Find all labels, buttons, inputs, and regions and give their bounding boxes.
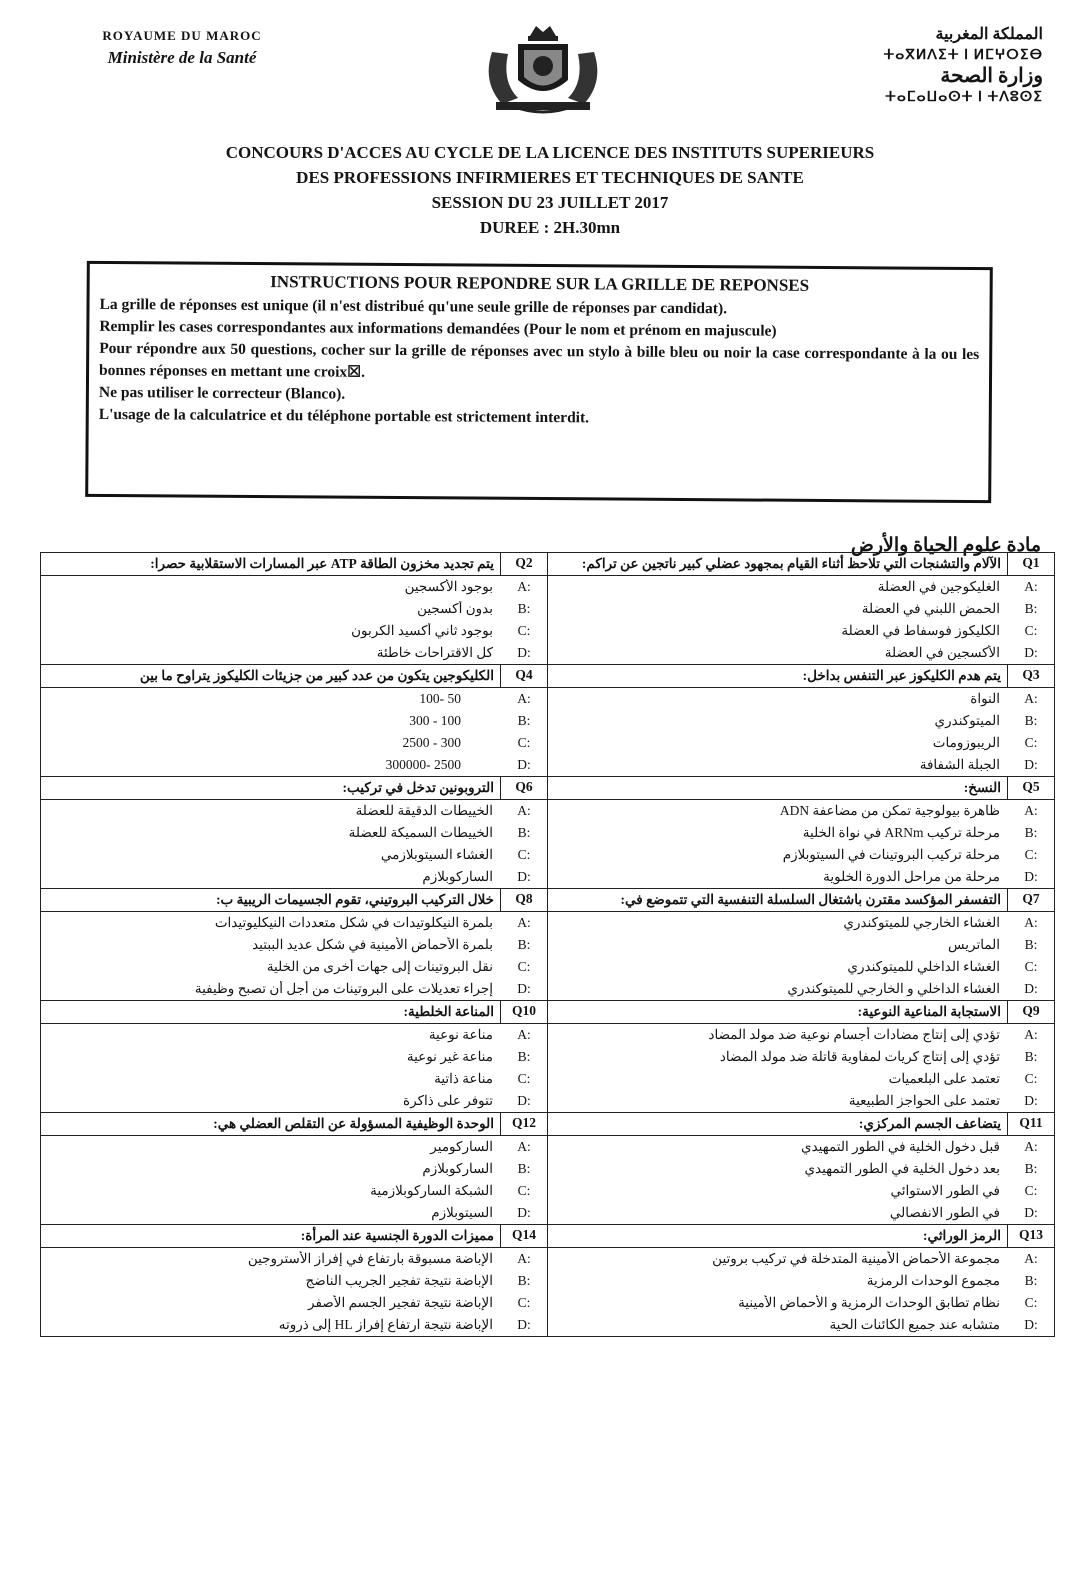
option-letter: C:: [517, 1071, 531, 1086]
question-number: Q5: [1007, 777, 1054, 799]
question-header: [548, 665, 1054, 688]
question-header: [41, 777, 547, 800]
exam-duration: DUREE : 2H.30mn: [479, 218, 621, 237]
question-header: [41, 1225, 547, 1248]
answer-option: [41, 1158, 547, 1180]
answer-option: [548, 710, 1054, 732]
answer-option: [41, 598, 547, 620]
option-letter: C:: [517, 623, 531, 638]
option-text: مرحلة تركيب البروتينات في السيتوبلازم: [782, 847, 1000, 862]
option-text: ظاهرة بيولوجية تمكن من مضاعفة ADN: [779, 803, 1000, 818]
answer-option: [41, 934, 547, 956]
option-text: الجبلة الشفافة: [919, 757, 1000, 772]
option-letter: D:: [517, 981, 531, 996]
exam-title-line1: CONCOURS D'ACCES AU CYCLE DE LA LICENCE DES INSTITUTS SUPERIEURS: [225, 143, 875, 162]
question-number: Q9: [1007, 1001, 1054, 1023]
option-text: 300000- 2500: [385, 757, 461, 772]
answer-option: [548, 1270, 1054, 1292]
kingdom-label-fr: ROYAUME DU MAROC: [102, 28, 262, 43]
question-header: [41, 665, 547, 688]
option-text: إجراء تعديلات على البروتينات من أجل أن تصبح وظيفية: [194, 981, 493, 996]
option-text: الحمض اللبني في العضلة: [861, 601, 1000, 616]
answer-option: [548, 1314, 1054, 1336]
question-number: Q4: [500, 665, 547, 687]
exam-session: SESSION DU 23 JUILLET 2017: [431, 193, 669, 212]
answer-option: [41, 688, 547, 710]
instruction-5: L'usage de la calculatrice et du téléphone portable est strictement interdit.: [98, 405, 590, 427]
option-text: بلمرة النيكلوتيدات في شكل متعددات النيكليوتيدات: [214, 915, 493, 930]
option-text: مناعة نوعية: [428, 1027, 493, 1042]
option-text: بدون أكسجين: [417, 601, 493, 616]
option-letter: B:: [1024, 825, 1038, 840]
option-text: مرحلة تركيب ARNm في نواة الخلية: [802, 825, 1000, 840]
option-text: مناعة غير نوعية: [406, 1049, 493, 1064]
option-text: تؤدي إلى إنتاج مضادات أجسام نوعية ضد مولد المضاد: [708, 1027, 1000, 1042]
exam-title-line2: DES PROFESSIONS INFIRMIERES ET TECHNIQUES DE SANTE: [296, 168, 804, 187]
answer-option: [41, 1202, 547, 1224]
option-letter: A:: [517, 1027, 531, 1042]
question-block: [548, 1224, 1054, 1336]
option-letter: D:: [517, 869, 531, 884]
option-letter: C:: [1024, 1295, 1038, 1310]
option-text: كل الاقتراحات خاطئة: [376, 645, 493, 660]
option-text: الغشاء الداخلي للميتوكندري: [847, 959, 1000, 974]
option-text: في الطور الانفصالي: [889, 1205, 1000, 1220]
option-letter: B:: [1024, 601, 1038, 616]
option-letter: A:: [517, 915, 531, 930]
answer-option: [548, 1068, 1054, 1090]
answer-option: [548, 822, 1054, 844]
option-text: الساركومير: [430, 1139, 493, 1154]
option-letter: D:: [517, 645, 531, 660]
answer-option: [548, 688, 1054, 710]
answer-option: [548, 576, 1054, 598]
question-block: [548, 888, 1054, 1000]
question-number: Q1: [1007, 553, 1054, 575]
question-text: خلال التركيب البروتيني، تقوم الجسيمات الريبية ب:: [216, 892, 494, 907]
option-text: الغليكوجين في العضلة: [877, 579, 1000, 594]
answer-option: [548, 912, 1054, 934]
answer-option: [548, 844, 1054, 866]
option-letter: D:: [517, 1317, 531, 1332]
question-text: التفسفر المؤكسد مقترن باشتغال السلسلة التنفسية التي تتموضع في:: [620, 892, 1001, 907]
question-text: يتم تجديد مخزون الطاقة ATP عبر المسارات الاستقلابية حصرا:: [150, 556, 494, 571]
answer-option: [41, 1046, 547, 1068]
option-letter: A:: [1024, 803, 1038, 818]
option-text: الخييطات الدقيقة للعضلة: [355, 803, 493, 818]
ministry-label-tifinagh: ⵜⴰⵎⴰⵡⴰⵙⵜ ⵏ ⵜⴷⵓⵙⵉ: [885, 90, 1043, 105]
questions-table: [40, 552, 1055, 1337]
answer-option: [548, 956, 1054, 978]
option-letter: C:: [517, 1183, 531, 1198]
question-block: [41, 1112, 547, 1224]
option-letter: D:: [1024, 757, 1038, 772]
question-number: Q6: [500, 777, 547, 799]
answer-option: [41, 800, 547, 822]
question-number: Q11: [1007, 1113, 1054, 1135]
option-letter: C:: [1024, 623, 1038, 638]
answer-option: [548, 598, 1054, 620]
question-header: [41, 553, 547, 576]
question-number: Q12: [500, 1113, 547, 1135]
option-text: 300 - 100: [409, 713, 461, 728]
question-text: الرمز الوراثي:: [923, 1228, 1001, 1243]
option-text: السيتوبلازم: [431, 1205, 493, 1220]
answer-option: [41, 1248, 547, 1270]
answer-option: [41, 1270, 547, 1292]
option-text: تؤدي إلى إنتاج كريات لمفاوية قاتلة ضد مولد المضاد: [719, 1049, 1000, 1064]
option-text: بعد دخول الخلية في الطور التمهيدي: [804, 1161, 1000, 1176]
option-letter: A:: [517, 691, 531, 706]
option-text: مجموع الوحدات الرمزية: [866, 1273, 1000, 1288]
answer-option: [41, 1180, 547, 1202]
option-text: الأكسجين في العضلة: [884, 645, 1000, 660]
instruction-2: Remplir les cases correspondantes aux informations demandées (Pour le nom et prénom en majuscule): [99, 317, 777, 340]
header-left: [42, 28, 322, 68]
option-letter: B:: [517, 1273, 531, 1288]
right-column: [548, 553, 1055, 1337]
option-letter: C:: [1024, 847, 1038, 862]
question-number: Q3: [1007, 665, 1054, 687]
option-text: الريبوزومات: [932, 735, 1000, 750]
question-block: [41, 664, 547, 776]
option-text: الكليكوز فوسفاط في العضلة: [841, 623, 1000, 638]
option-letter: B:: [517, 1049, 531, 1064]
answer-option: [548, 1202, 1054, 1224]
question-number: Q2: [500, 553, 547, 575]
answer-option: [41, 844, 547, 866]
question-block: [41, 776, 547, 888]
question-header: [41, 889, 547, 912]
option-letter: C:: [1024, 1071, 1038, 1086]
answer-option: [548, 1090, 1054, 1112]
option-letter: D:: [1024, 1317, 1038, 1332]
question-text: الآلام والتشنجات التي تلاحظ أثناء القيام بمجهود عضلي كبير ناتجين عن تراكم:: [581, 556, 1001, 571]
option-letter: D:: [1024, 1093, 1038, 1108]
answer-option: [548, 1158, 1054, 1180]
option-text: تعتمد على الحواجز الطبيعية: [848, 1093, 1000, 1108]
exam-title-block: [80, 140, 1020, 240]
question-block: [548, 664, 1054, 776]
question-header: [41, 1001, 547, 1024]
question-text: الكليكوجين يتكون من عدد كبير من جزيئات الكليكوز يتراوح ما بين: [139, 668, 494, 683]
option-letter: A:: [517, 1251, 531, 1266]
option-text: 100- 50: [419, 691, 461, 706]
question-block: [41, 1000, 547, 1112]
question-text: يتم هدم الكليكوز عبر التنفس بداخل:: [802, 668, 1001, 683]
kingdom-label-ar: المملكة المغربية: [935, 26, 1043, 43]
option-letter: B:: [517, 601, 531, 616]
option-letter: B:: [517, 937, 531, 952]
option-letter: C:: [1024, 735, 1038, 750]
answer-option: [41, 1068, 547, 1090]
option-text: الساركوبلازم: [422, 869, 493, 884]
answer-option: [41, 1024, 547, 1046]
option-letter: B:: [517, 1161, 531, 1176]
option-text: الإباضة مسبوقة بارتفاع في إفراز الأستروجين: [247, 1251, 493, 1266]
option-text: الغشاء الخارجي للميتوكندري: [843, 915, 1000, 930]
question-number: Q14: [500, 1225, 547, 1247]
header-right: [833, 24, 1043, 108]
answer-option: [548, 1248, 1054, 1270]
question-text: المناعة الخلطية:: [403, 1004, 494, 1019]
question-number: Q10: [500, 1001, 547, 1023]
answer-option: [548, 620, 1054, 642]
option-text: بوجود ثاني أكسيد الكربون: [351, 623, 493, 638]
option-text: قبل دخول الخلية في الطور التمهيدي: [801, 1139, 1000, 1154]
instruction-4: Ne pas utiliser le correcteur (Blanco).: [98, 383, 346, 403]
option-letter: A:: [1024, 1251, 1038, 1266]
option-text: النواة: [970, 691, 1000, 706]
option-letter: A:: [1024, 1139, 1038, 1154]
option-letter: D:: [1024, 645, 1038, 660]
answer-option: [41, 576, 547, 598]
question-header: [548, 1113, 1054, 1136]
option-text: الشبكة الساركوبلازمية: [370, 1183, 493, 1198]
option-text: الإباضة نتيجة تفجير الجريب الناضج: [305, 1273, 493, 1288]
answer-option: [41, 732, 547, 754]
option-text: نقل البروتينات إلى جهات أخرى من الخلية: [266, 959, 493, 974]
instruction-3: Pour répondre aux 50 questions, cocher sur la grille de réponses avec un stylo à bille bleu ou noir la case correspondante à la ou les bonnes réponses en mettant une croix☒.: [99, 339, 980, 381]
option-text: تتوفر على ذاكرة: [403, 1093, 493, 1108]
option-text: في الطور الاستوائي: [890, 1183, 1000, 1198]
option-text: الخييطات السميكة للعضلة: [348, 825, 493, 840]
answer-option: [41, 1292, 547, 1314]
option-text: الإباضة نتيجة تفجير الجسم الأصفر: [308, 1295, 493, 1310]
question-number: Q7: [1007, 889, 1054, 911]
option-text: الساركوبلازم: [422, 1161, 493, 1176]
answer-option: [41, 754, 547, 776]
option-letter: B:: [517, 825, 531, 840]
answer-option: [41, 1136, 547, 1158]
answer-option: [548, 642, 1054, 664]
option-letter: D:: [1024, 1205, 1038, 1220]
option-letter: C:: [517, 1295, 531, 1310]
option-letter: A:: [1024, 579, 1038, 594]
question-header: [548, 777, 1054, 800]
question-header: [548, 1001, 1054, 1024]
option-letter: D:: [1024, 981, 1038, 996]
question-header: [548, 1225, 1054, 1248]
answer-option: [41, 956, 547, 978]
option-text: مجموعة الأحماض الأمينية المتدخلة في تركيب بروتين: [712, 1251, 1000, 1266]
option-text: تعتمد على البلعميات: [888, 1071, 1000, 1086]
option-letter: B:: [1024, 1049, 1038, 1064]
option-letter: B:: [1024, 713, 1038, 728]
answer-option: [548, 732, 1054, 754]
option-text: الماتريس: [948, 937, 1000, 952]
answer-option: [41, 912, 547, 934]
option-text: مرحلة من مراحل الدورة الخلوية: [823, 869, 1000, 884]
answer-option: [548, 800, 1054, 822]
option-letter: C:: [517, 735, 531, 750]
question-text: الوحدة الوظيفية المسؤولة عن التقلص العضلي هي:: [213, 1116, 494, 1131]
ministry-label-ar: وزارة الصحة: [940, 65, 1043, 87]
option-letter: C:: [1024, 1183, 1038, 1198]
option-letter: C:: [517, 959, 531, 974]
answer-option: [548, 1292, 1054, 1314]
answer-option: [41, 822, 547, 844]
instructions-box: [85, 261, 993, 503]
question-text: النسخ:: [963, 780, 1001, 795]
instruction-1: La grille de réponses est unique (il n'est distribué qu'une seule grille de réponses par candidat).: [99, 295, 728, 318]
option-text: الميتوكندري: [934, 713, 1000, 728]
option-letter: B:: [1024, 937, 1038, 952]
answer-option: [41, 978, 547, 1000]
question-block: [548, 1000, 1054, 1112]
option-letter: A:: [517, 579, 531, 594]
option-letter: A:: [517, 1139, 531, 1154]
question-block: [548, 1112, 1054, 1224]
question-header: [548, 889, 1054, 912]
answer-option: [548, 1136, 1054, 1158]
option-text: الغشاء الداخلي و الخارجي للميتوكندري: [787, 981, 1000, 996]
option-text: متشابه عند جميع الكائنات الحية: [829, 1317, 1000, 1332]
option-text: نظام تطابق الوحدات الرمزية و الأحماض الأمينية: [738, 1295, 1000, 1310]
ministry-label-fr: Ministère de la Santé: [107, 48, 257, 67]
answer-option: [41, 620, 547, 642]
option-letter: D:: [517, 1205, 531, 1220]
instructions-title: INSTRUCTIONS POUR REPONDRE SUR LA GRILLE DE REPONSES: [270, 272, 810, 295]
subject-title: مادة علوم الحياة والأرض: [850, 535, 1041, 556]
question-header: [41, 1113, 547, 1136]
answer-option: [41, 642, 547, 664]
answer-option: [548, 866, 1054, 888]
answer-option: [41, 866, 547, 888]
option-text: 2500 - 300: [402, 735, 461, 750]
answer-option: [548, 934, 1054, 956]
question-number: Q8: [500, 889, 547, 911]
answer-option: [548, 1024, 1054, 1046]
answer-option: [41, 1314, 547, 1336]
answer-option: [548, 1180, 1054, 1202]
coat-of-arms-icon: [472, 22, 614, 114]
question-text: الاستجابة المناعية النوعية:: [857, 1004, 1001, 1019]
option-text: بوجود الأكسجين: [404, 579, 493, 594]
question-block: [41, 888, 547, 1000]
question-number: Q13: [1007, 1225, 1054, 1247]
option-letter: A:: [1024, 691, 1038, 706]
option-text: الغشاء السيتوبلازمي: [380, 847, 493, 862]
option-letter: A:: [517, 803, 531, 818]
answer-option: [41, 1090, 547, 1112]
question-block: [41, 1224, 547, 1336]
question-text: يتضاعف الجسم المركزي:: [858, 1116, 1001, 1131]
question-block: [548, 776, 1054, 888]
option-text: بلمرة الأحماض الأمينية في شكل عديد الببتيد: [252, 937, 493, 952]
answer-option: [548, 754, 1054, 776]
kingdom-label-tifinagh: ⵜⴰⴳⵍⴷⵉⵜ ⵏ ⵍⵎⵖⵔⵉⴱ: [883, 48, 1043, 63]
option-letter: B:: [1024, 1273, 1038, 1288]
option-text: مناعة ذاتية: [434, 1071, 493, 1086]
question-block: [41, 553, 547, 664]
left-column: [41, 553, 548, 1337]
option-letter: D:: [517, 1093, 531, 1108]
option-letter: C:: [517, 847, 531, 862]
answer-option: [41, 710, 547, 732]
option-letter: D:: [1024, 869, 1038, 884]
question-text: مميزات الدورة الجنسية عند المرأة:: [300, 1228, 494, 1243]
option-letter: C:: [1024, 959, 1038, 974]
option-text: الإباضة نتيجة ارتفاع إفراز HL إلى ذروته: [278, 1317, 493, 1332]
answer-option: [548, 1046, 1054, 1068]
option-letter: B:: [517, 713, 531, 728]
question-text: التروبونين تدخل في تركيب:: [342, 780, 494, 795]
option-letter: B:: [1024, 1161, 1038, 1176]
option-letter: D:: [517, 757, 531, 772]
option-letter: A:: [1024, 1027, 1038, 1042]
question-header: [548, 553, 1054, 576]
answer-option: [548, 978, 1054, 1000]
question-block: [548, 553, 1054, 664]
option-letter: A:: [1024, 915, 1038, 930]
